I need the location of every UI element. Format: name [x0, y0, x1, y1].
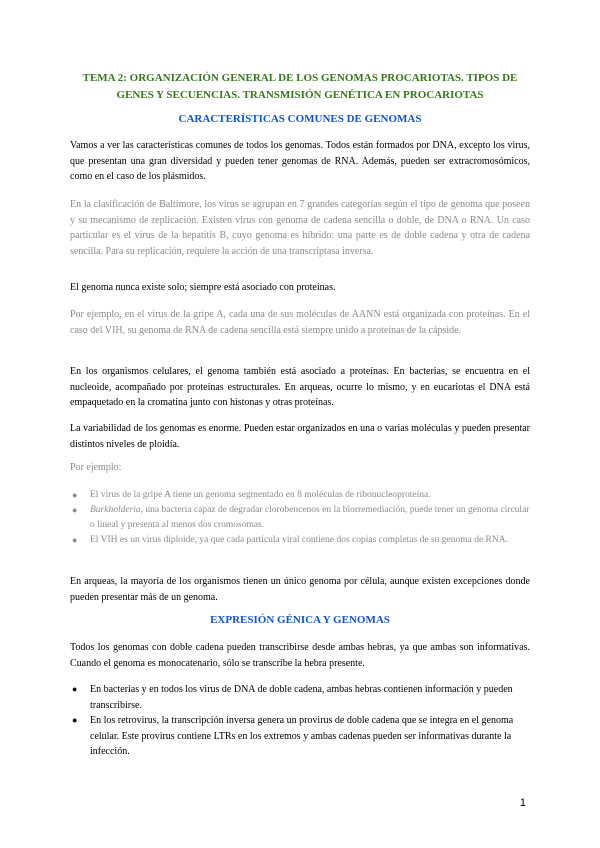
expression-list: [70, 682, 530, 760]
bullet-icon: ●: [72, 505, 78, 515]
list-item: ● El virus de la gripe A tiene un genoma segmentado en 8 moléculas de ribonucleoproteína.: [70, 488, 530, 503]
list-item: ● El VIH es un virus diploide, ya que cada partícula viral contiene dos copias completas de su genoma de RNA.: [70, 533, 530, 548]
paragraph-variabilidad: La variabilidad de los genomas es enorme. Pueden estar organizados en una o varias moléculas y pueden presentar distintos niveles de ploidía.: [70, 423, 530, 450]
page-number: 1: [519, 797, 526, 809]
list-item: ● En bacterias y en todos los virus de DNA de doble cadena, ambas hebras contienen información y pueden transcribirse.: [72, 684, 513, 711]
examples-list: [70, 488, 530, 548]
paragraph-por-ejemplo: Por ejemplo:: [70, 462, 122, 473]
paragraph-baltimore: En la clasificación de Baltimore, los virus se agrupan en 7 grandes categorías según el tipo de genoma que poseen y su mecanismo de replicación. Existen virus con genoma de cadena sencilla o doble, de DNA o RNA. Un caso particular es el virus de la hepatitis B, cuyo genoma es híbrido: una parte es de doble cadena y otra de cadena sencilla. Para su replicación, requiere la acción de una transcriptasa inversa.: [70, 199, 530, 257]
bullet-icon: ●: [72, 535, 78, 545]
paragraph-organismos-celulares: En los organismos celulares, el genoma también está asociado a proteínas. En bacterias, se encuentra en el nucleoide, acompañado por proteínas estructurales. En arqueas, ocurre lo mismo, y en eucariotas el DNA está empaquetado en la cromatina junto con histonas y otras proteínas.: [70, 366, 530, 408]
paragraph-genoma-proteinas: El genoma nunca existe solo; siempre está asociado con proteínas.: [70, 282, 336, 293]
paragraph-gripe-vih: Por ejemplo, en el virus de la gripe A, cada una de sus moléculas de AANN está organizada con proteínas. En el caso del VIH, su genoma de RNA de cadena sencilla está siempre unido a proteínas de la cápside.: [70, 309, 530, 336]
list-item: ● Burkholderia, una bacteria capaz de degradar clorobencenos en la biorremediación, puede tener un genoma circular o lineal y presenta al menos dos cromosomas.: [72, 505, 530, 530]
paragraph-arqueas: En arqueas, la mayoría de los organismos tienen un único genoma por célula, aunque existen excepciones donde pueden presentar más de un genoma.: [70, 576, 530, 603]
list-item: ● En los retrovirus, la transcripción inversa genera un provirus de doble cadena que se integra en el genoma celular. Este provirus contiene LTRs en los extremos y ambas cadenas pueden ser informativas durante la infección.: [72, 715, 514, 757]
bullet-icon: ●: [72, 684, 78, 694]
section-heading-caracteristicas: CARACTERÍSTICAS COMUNES DE GENOMAS: [178, 113, 422, 125]
paragraph-doble-cadena: Todos los genomas con doble cadena pueden transcribirse desde ambas hebras, ya que ambas son informativas. Cuando el genoma es monocatenario, sólo se transcribe la hebra presente.: [70, 642, 530, 669]
bullet-icon: ●: [72, 490, 78, 500]
bullet-icon: ●: [72, 715, 78, 725]
section-heading-expresion: EXPRESIÓN GÉNICA Y GENOMAS: [210, 614, 390, 626]
paragraph-intro: Vamos a ver las características comunes de todos los genomas. Todos están formados por DNA, excepto los virus, que presentan una gran diversidad y pueden tener genomas de RNA. Además, pueden ser extracromosómicos, como en el caso de los plásmidos.: [70, 140, 530, 182]
document-title: TEMA 2: ORGANIZACIÓN GENERAL DE LOS GENOMAS PROCARIOTAS. TIPOS DE GENES Y SECUENCIAS. TRANSMISIÓN GENÉTICA EN PROCARIOTAS: [82, 72, 518, 101]
